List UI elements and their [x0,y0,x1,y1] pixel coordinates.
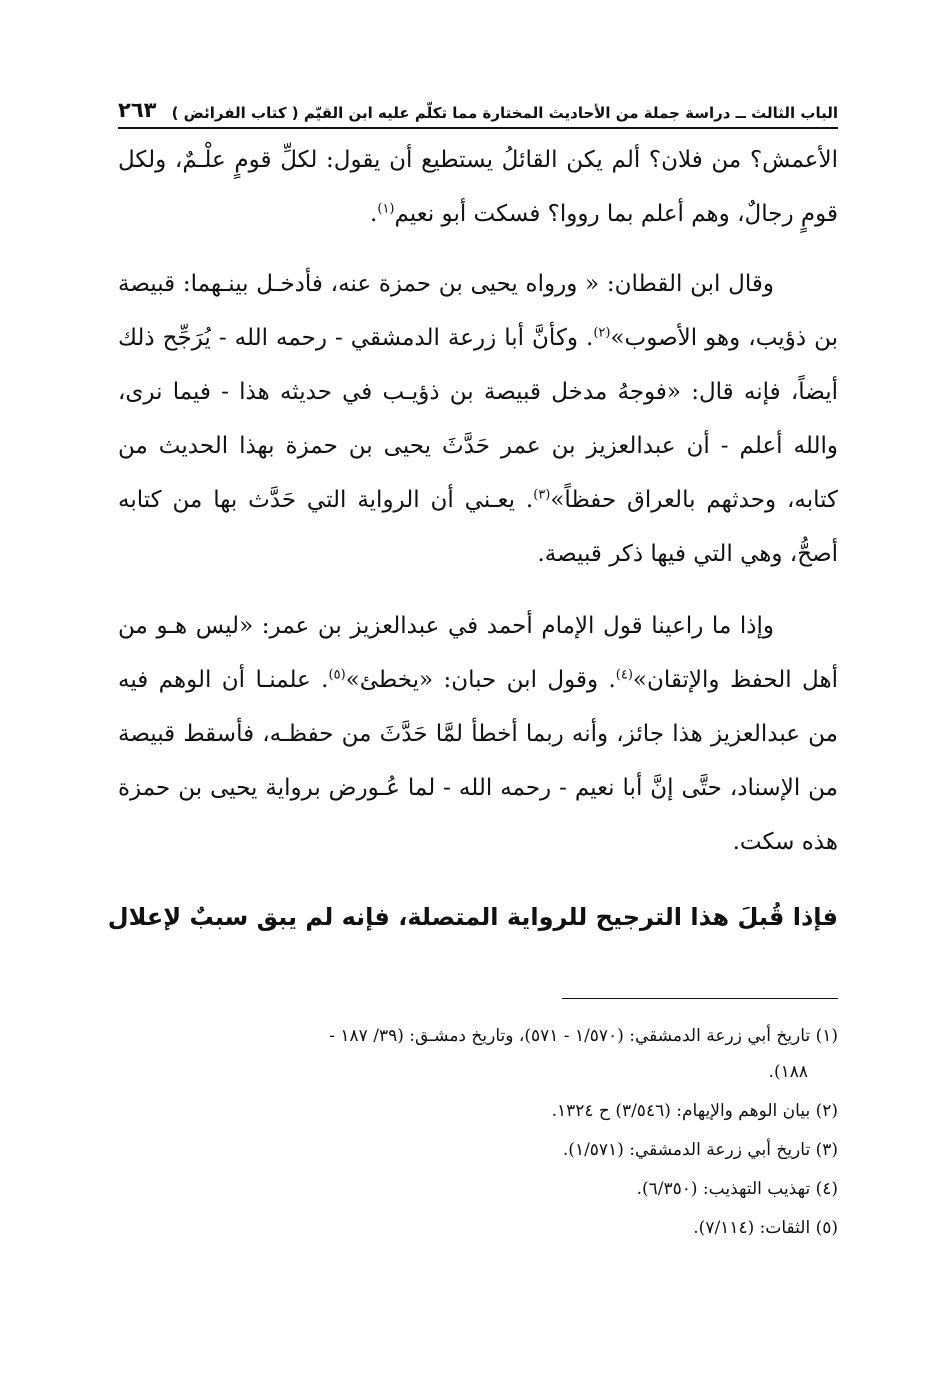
paragraph-2-end: . يعـني أن الرواية التي حَدَّث بها من كتابه أصحُّ، وهي التي فيها ذكر قبيصة. [118,487,838,567]
footnote-3: (٣) تاريخ أبي زرعة الدمشقي: (١/٥٧١). [562,1140,838,1160]
footnotes [118,1018,838,1249]
footnote-2: (٢) بيان الوهم والإيهام: (٣/٥٤٦) ح ١٣٢٤. [551,1101,838,1121]
body-text [118,133,838,887]
chapter-title: الباب الثالث ــ دراسة جملة من الأحاديث المختارة مما تكلّم عليه ابن القيّم ( كتاب الفرائض ) [171,104,838,122]
footnote-4: (٤) تهذيب التهذيب: (٦/٣٥٠). [636,1179,838,1199]
footnote-1-text: (١) تاريخ أبي زرعة الدمشقي: (١/٥٧٠ - ٥٧١)، وتاريخ دمشـق: (٣٩/ ١٨٧ - [329,1026,838,1046]
paragraph-1-after: . [370,201,378,227]
footnote-ref-4: (٤) [615,667,633,683]
footnote-1-continuation: ١٨٨). [768,1062,808,1082]
footnote-5: (٥) الثقات: (٧/١١٤). [693,1218,838,1238]
footnote-rule [562,998,838,999]
paragraph-2 [118,257,838,581]
paragraph-1-text: الأعمش؟ من فلان؟ ألم يكن القائلُ يستطيع أن يقول: لكلِّ قومٍ علْـمٌ، ولكل قومٍ رجالٌ، وهم أعلم بما رووا؟ فسكت أبو نعيم [118,147,838,227]
paragraph-1 [118,133,838,241]
paragraph-3-end: . علمنـا أن الوهم فيه من عبدالعزيز هذا جائز، وأنه ربما أخطأ لمَّا حَدَّثَ من حفظـه، فأسقط قبيصة من الإسناد، حتَّى إنَّ أبا نعيم - رحمه الله - لما عُـورض برواية يحيى بن حمزة هذه سكت. [118,667,838,855]
footnote-1 [118,1018,838,1090]
footnote-ref-2: (٢) [593,325,611,341]
paragraph-3-text: وإذا ما راعينا قول الإمام أحمد في عبدالعزيز بن عمر: «ليس هـو من أهل الحفظ والإتقان» [118,613,838,693]
footnote-ref-1: (١) [377,201,395,217]
paragraph-2-text: وقال ابن القطان: « ورواه يحيى بن حمزة عنه، فأدخـل بينـهما: قبيصة بن ذؤيب، وهو الأصوب» [118,271,838,351]
footnote-ref-3: (٣) [533,487,551,503]
paragraph-3 [118,599,838,869]
paragraph-2-middle: . وكأنَّ أبا زرعة الدمشقي - رحمه الله - يُرَجِّح ذلك أيضاً، فإنه قال: «فوجهُ مدخل قبيصة بن ذؤيـب في حديثه هذا - فيما نرى، والله أعلم - أن عبدالعزيز بن عمر حَدَّثَ يحيى بن حمزة بهذا الحديث من كتابه، وحدثهم بالعراق حفظاً» [118,325,838,513]
header-rule [118,127,838,129]
running-header [118,92,838,122]
page-number: ٢٦٣ [118,98,157,122]
footnote-ref-5: (٥) [328,667,346,683]
paragraph-3-middle: . وقول ابن حبان: «يخطئ» [345,667,616,693]
bold-conclusion-line: فإذا قُبلَ هذا الترجيح للرواية المتصلة، فإنه لم يبق سببٌ لإعلال [107,903,838,931]
